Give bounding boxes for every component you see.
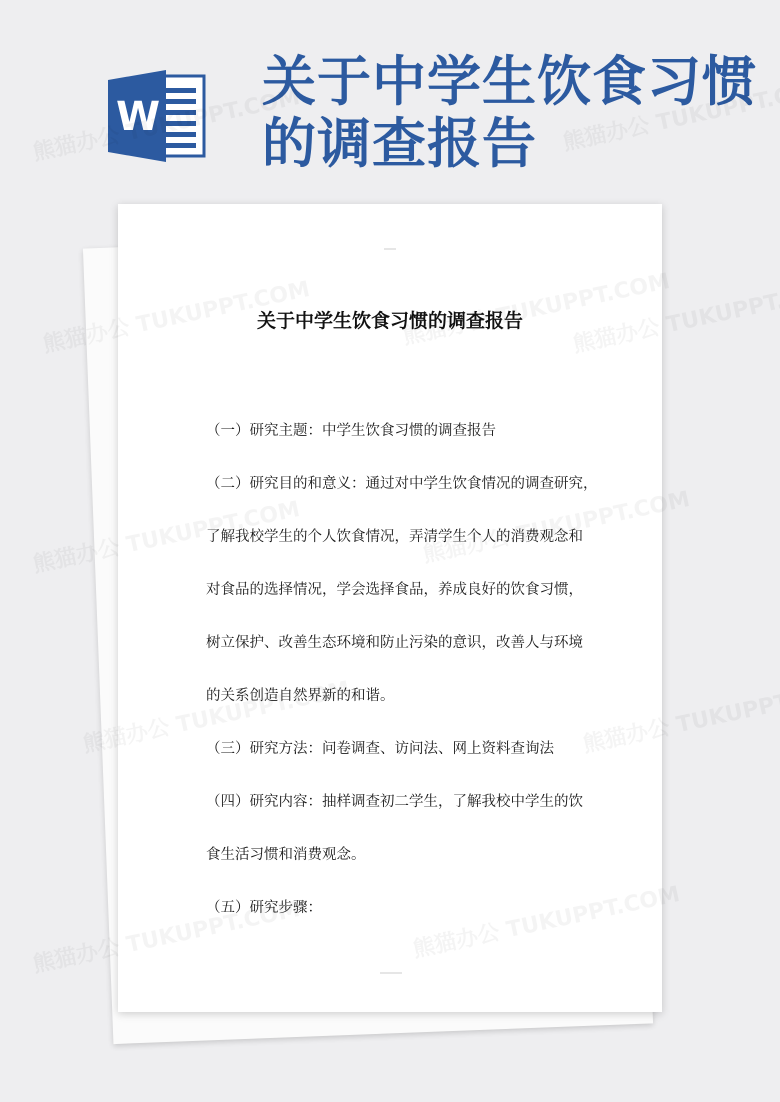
body-line: （四）研究内容：抽样调查初二学生，了解我校中学生的饮 bbox=[206, 794, 583, 810]
document-body bbox=[206, 418, 606, 948]
svg-text:W: W bbox=[116, 94, 161, 140]
page-footer-mark bbox=[380, 972, 402, 974]
page-header-mark bbox=[384, 248, 396, 250]
body-line: 了解我校学生的个人饮食情况，弄清学生个人的消费观念和 bbox=[206, 529, 583, 545]
body-line: 食生活习惯和消费观念。 bbox=[206, 847, 366, 863]
document-title: 关于中学生饮食习惯的调查报告 bbox=[256, 310, 523, 332]
body-line: （三）研究方法：问卷调查、访问法、网上资料查询法 bbox=[206, 741, 554, 757]
body-line: （五）研究步骤： bbox=[206, 900, 322, 916]
body-line: 树立保护、改善生态环境和防止污染的意识，改善人与环境 bbox=[206, 635, 583, 651]
document-page bbox=[118, 204, 662, 1012]
body-line: 对食品的选择情况，学会选择食品，养成良好的饮食习惯， bbox=[206, 582, 583, 598]
banner-title: 关于中学生饮食习惯的调查报告 bbox=[262, 49, 757, 175]
body-line: （一）研究主题：中学生饮食习惯的调查报告 bbox=[206, 423, 496, 439]
word-icon bbox=[108, 70, 208, 162]
body-line: 的关系创造自然界新的和谐。 bbox=[206, 688, 395, 704]
body-line: （二）研究目的和意义：通过对中学生饮食情况的调查研究， bbox=[206, 476, 598, 492]
